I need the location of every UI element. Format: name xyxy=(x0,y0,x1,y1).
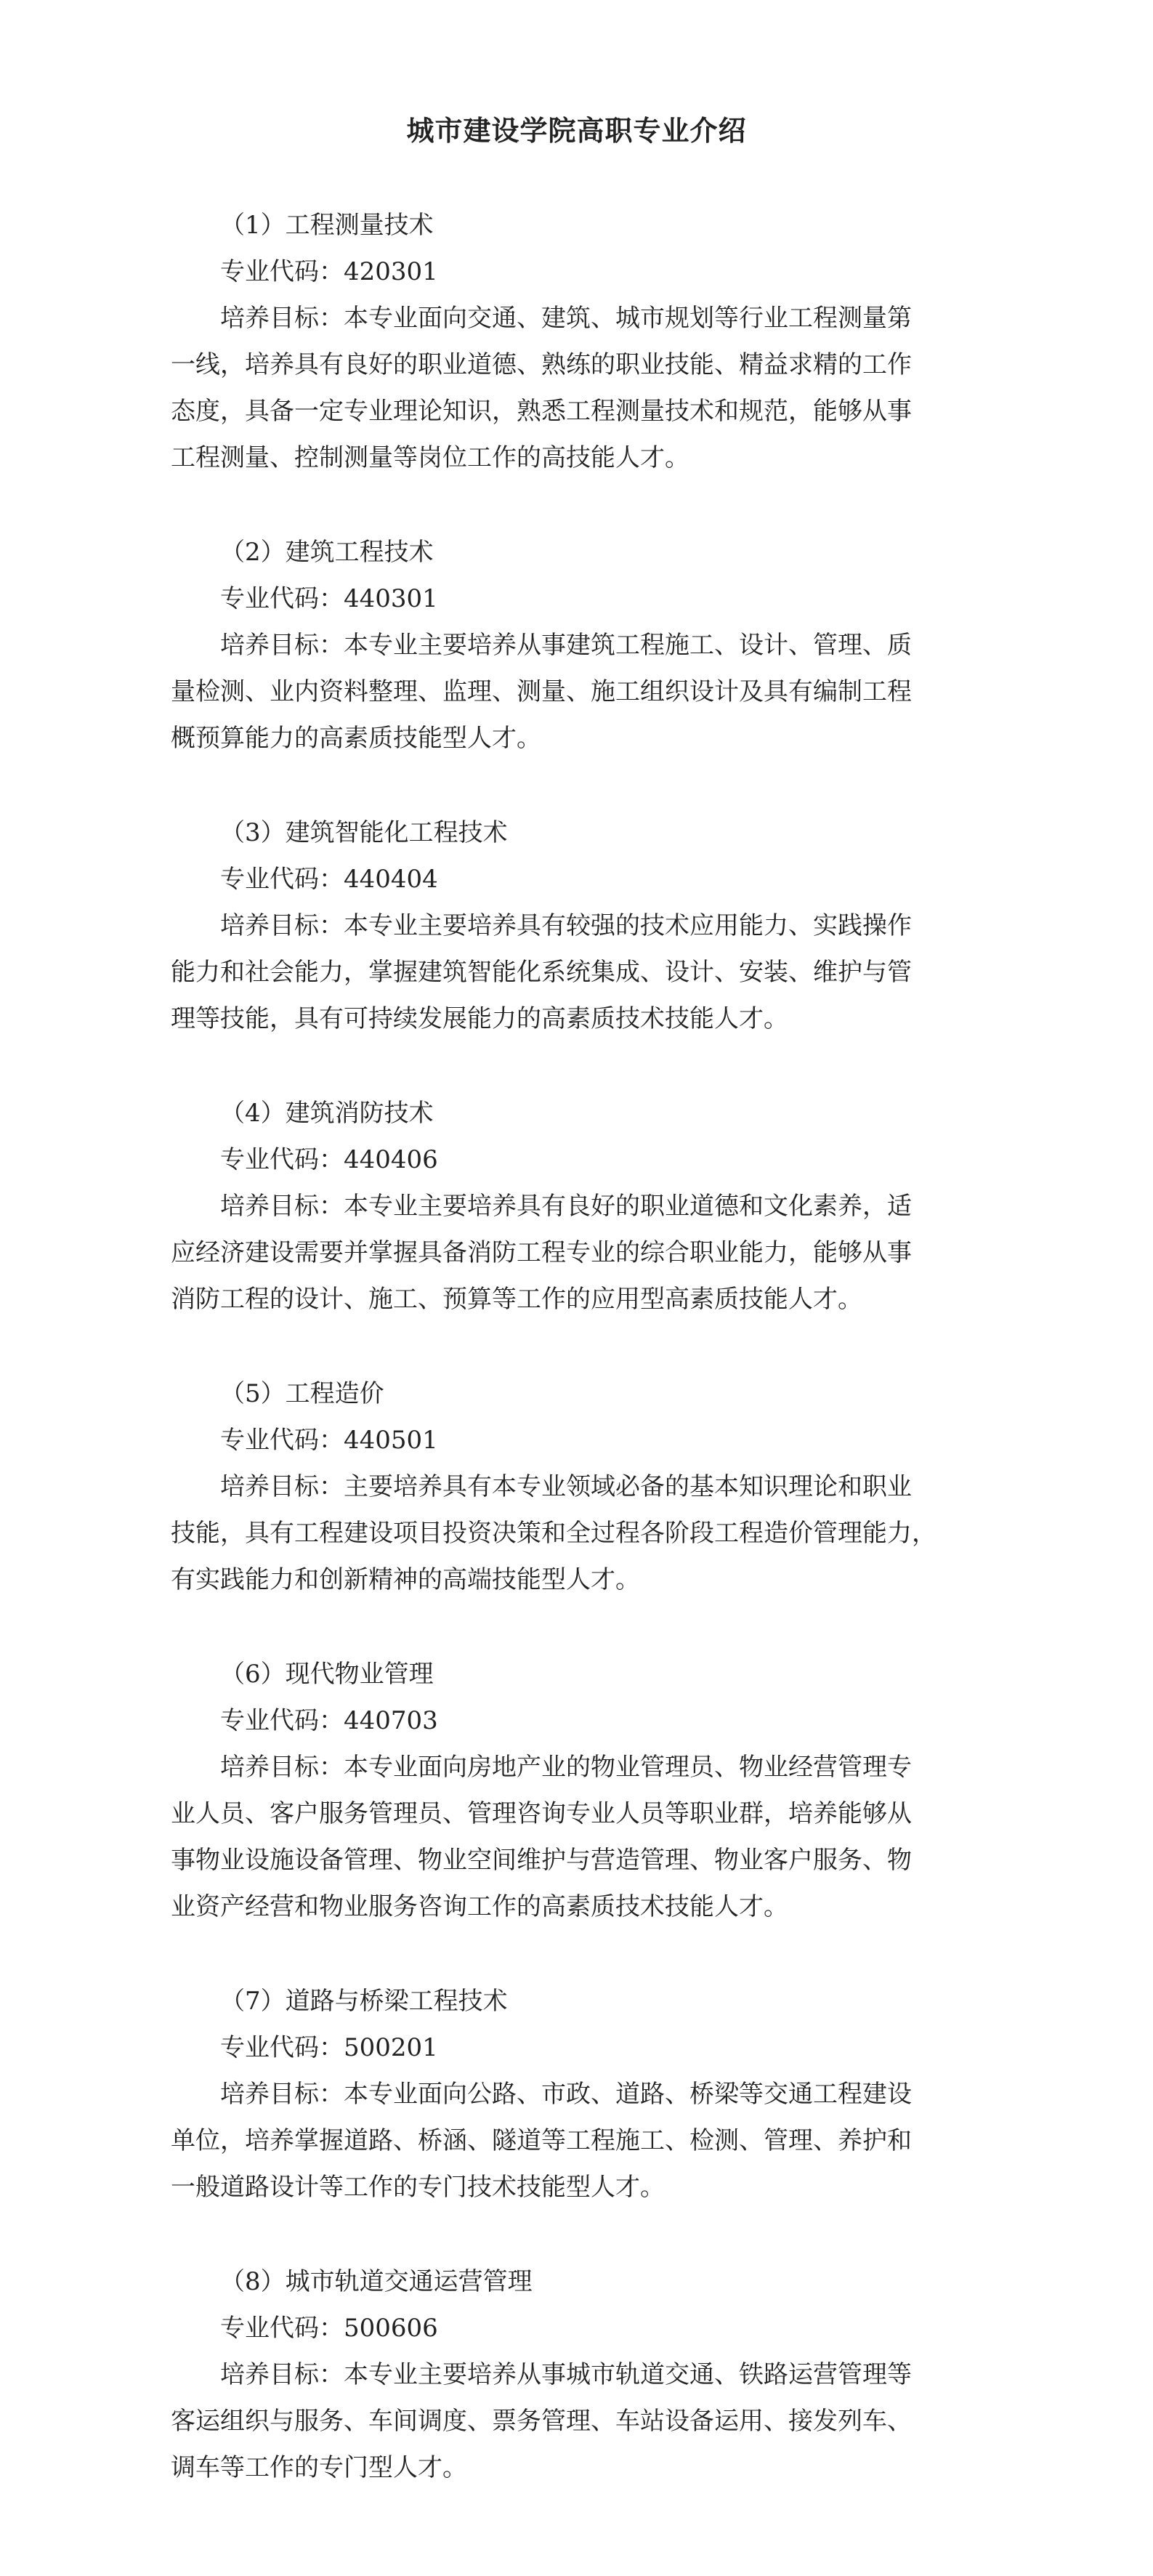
program-goal-line: 应经济建设需要并掌握具备消防工程专业的综合职业能力，能够从事 xyxy=(171,1238,912,1267)
program-code-value: 500606 xyxy=(344,2314,438,2343)
program-code-label: 专业代码： xyxy=(220,865,344,894)
program-code-label: 专业代码： xyxy=(220,2314,344,2343)
program-heading: （6）现代物业管理 xyxy=(220,1660,434,1689)
program-goal-line: 培养目标：本专业主要培养具有良好的职业道德和文化素养，适 xyxy=(220,1192,912,1221)
program-section xyxy=(171,202,992,481)
program-code xyxy=(171,2024,992,2071)
page-title: 城市建设学院高职专业介绍 xyxy=(406,114,747,147)
program-heading: （8）城市轨道交通运营管理 xyxy=(220,2267,533,2296)
program-goal-line: 业资产经营和物业服务咨询工作的高素质技术技能人才。 xyxy=(171,1892,788,1921)
program-code-value: 440406 xyxy=(344,1145,438,1174)
program-heading: （1）工程测量技术 xyxy=(220,211,434,240)
program-section xyxy=(171,529,992,762)
program-code xyxy=(171,1417,992,1463)
program-code-label: 专业代码： xyxy=(220,1145,344,1174)
program-goal-line: 单位，培养掌握道路、桥涵、隧道等工程施工、检测、管理、养护和 xyxy=(171,2126,912,2155)
program-code xyxy=(171,856,992,903)
program-code-label: 专业代码： xyxy=(220,1426,344,1455)
program-code-value: 440501 xyxy=(344,1426,438,1455)
program-goal-line: 培养目标：本专业主要培养具有较强的技术应用能力、实践操作 xyxy=(220,911,912,940)
program-heading: （7）道路与桥梁工程技术 xyxy=(220,1987,508,2016)
program-code xyxy=(171,576,992,622)
program-code xyxy=(171,2305,992,2351)
program-goal-line: 业人员、客户服务管理员、管理咨询专业人员等职业群，培养能够从 xyxy=(171,1799,912,1828)
program-goal-line: 培养目标：本专业主要培养从事建筑工程施工、设计、管理、质 xyxy=(220,631,912,660)
program-goal-line: 有实践能力和创新精神的高端技能型人才。 xyxy=(171,1565,640,1594)
program-code xyxy=(171,1136,992,1183)
program-code-value: 500201 xyxy=(344,2033,438,2062)
program-goal-line: 消防工程的设计、施工、预算等工作的应用型高素质技能人才。 xyxy=(171,1285,862,1314)
program-section xyxy=(171,1370,992,1603)
program-goal-line: 调车等工作的专门型人才。 xyxy=(171,2453,467,2482)
program-code-value: 440703 xyxy=(344,1706,438,1735)
program-goal-line: 能力和社会能力，掌握建筑智能化系统集成、设计、安装、维护与管 xyxy=(171,958,912,987)
program-section xyxy=(171,2258,992,2491)
program-goal-line: 培养目标：本专业面向交通、建筑、城市规划等行业工程测量第 xyxy=(220,304,912,333)
program-goal-line: 客运组织与服务、车间调度、票务管理、车站设备运用、接发列车、 xyxy=(171,2407,912,2436)
program-code xyxy=(171,1697,992,1744)
program-goal-line: 一般道路设计等工作的专门技术技能型人才。 xyxy=(171,2173,665,2202)
program-goal-line: 培养目标：本专业面向公路、市政、道路、桥梁等交通工程建设 xyxy=(220,2080,912,2109)
program-goal-line: 概预算能力的高素质技能型人才。 xyxy=(171,724,541,753)
program-goal-line: 培养目标：主要培养具有本专业领域必备的基本知识理论和职业 xyxy=(220,1472,912,1501)
program-goal-line: 培养目标：本专业面向房地产业的物业管理员、物业经营管理专 xyxy=(220,1753,912,1782)
program-section xyxy=(171,1090,992,1323)
program-heading: （5）工程造价 xyxy=(220,1379,384,1408)
program-code-value: 420301 xyxy=(344,257,438,286)
program-goal-line: 工程测量、控制测量等岗位工作的高技能人才。 xyxy=(171,443,689,472)
program-code-label: 专业代码： xyxy=(220,2033,344,2062)
program-section xyxy=(171,809,992,1042)
program-code-label: 专业代码： xyxy=(220,1706,344,1735)
program-section xyxy=(171,1978,992,2210)
program-goal-line: 一线，培养具有良好的职业道德、熟练的职业技能、精益求精的工作 xyxy=(171,350,912,379)
program-heading: （2）建筑工程技术 xyxy=(220,538,434,567)
program-heading: （4）建筑消防技术 xyxy=(220,1099,434,1128)
program-code-value: 440301 xyxy=(344,584,438,613)
program-goal-line: 态度，具备一定专业理论知识，熟悉工程测量技术和规范，能够从事 xyxy=(171,397,912,426)
program-goal-line: 量检测、业内资料整理、监理、测量、施工组织设计及具有编制工程 xyxy=(171,677,912,706)
document-body xyxy=(171,202,992,2539)
program-section xyxy=(171,1651,992,1930)
program-code-value: 440404 xyxy=(344,865,438,894)
program-code-label: 专业代码： xyxy=(220,257,344,286)
program-code xyxy=(171,249,992,295)
program-goal-line: 理等技能，具有可持续发展能力的高素质技术技能人才。 xyxy=(171,1004,788,1033)
program-heading: （3）建筑智能化工程技术 xyxy=(220,818,508,847)
program-goal-line: 事物业设施设备管理、物业空间维护与营造管理、物业客户服务、物 xyxy=(171,1846,912,1875)
program-code-label: 专业代码： xyxy=(220,584,344,613)
program-goal-line: 培养目标：本专业主要培养从事城市轨道交通、铁路运营管理等 xyxy=(220,2360,912,2389)
program-goal-line: 技能，具有工程建设项目投资决策和全过程各阶段工程造价管理能力， xyxy=(171,1519,936,1548)
